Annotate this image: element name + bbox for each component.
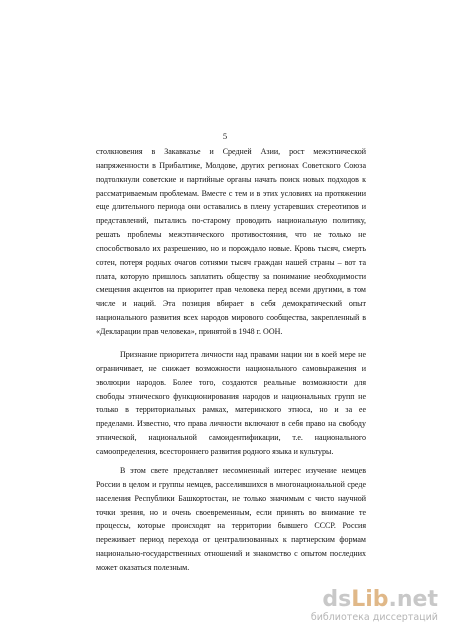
- paragraph-3: [96, 464, 366, 575]
- dslib-logo: [322, 588, 438, 612]
- paragraph-2: [96, 348, 366, 459]
- logo-text-lib: Lib: [351, 587, 389, 612]
- logo-text-ds: ds: [322, 587, 352, 612]
- logo-text-net: .net: [388, 587, 438, 612]
- text-line: способствовало их разрешению, но и порождало новые. Кровь тысяч, смерть: [96, 243, 366, 253]
- text-line: подтолкнули советские и партийные органы начать поиск новых подходов к: [96, 174, 366, 184]
- text-line: представлений, пытались по-старому проводить национальную политику,: [96, 216, 366, 226]
- watermark: [304, 588, 438, 624]
- text-line: ограничивает, не снижает возможности национального самовыражения и: [96, 363, 366, 373]
- text-line: национально-государственных отношений и знакомство с опытом последних: [96, 549, 366, 559]
- text-line: населения Республики Башкортостан, не только значимым с чисто научной: [96, 493, 366, 503]
- text-line: этнической, национальной самоидентификации, т.е. национального: [96, 433, 366, 443]
- text-line: напряженности в Прибалтике, Молдове, других регионах Советского Союза: [96, 160, 366, 170]
- page-number: 5: [222, 131, 228, 141]
- text-line: России в целом и группы немцев, расселившихся в многонациональной среде: [96, 479, 366, 489]
- paragraph-1: [96, 145, 366, 339]
- text-line: числе и наций. Эта позиция вбирает в себя демократический опыт: [96, 299, 366, 309]
- text-line: процессы, которые происходят на территории бывшего СССР. Россия: [96, 521, 366, 531]
- text-line: «Декларации прав человека», принятой в 1948 г. ООН.: [96, 326, 283, 336]
- text-line: столкновения в Закавказье и Средней Азии, рост межэтнической: [96, 147, 366, 156]
- text-line: Признание приоритета личности над правами нации ни в коей мере не: [120, 350, 366, 359]
- text-line: точки зрения, но и очень своевременным, если принять во внимание те: [96, 507, 366, 517]
- watermark-subtitle: библиотека диссертаций: [310, 612, 438, 623]
- text-line: сотен, потеря родных очагов сотнями тысяч граждан нашей страны – вот та: [96, 257, 366, 267]
- text-line: плата, которую пришлось заплатить обществу за понимание необходимости: [96, 271, 366, 281]
- text-line: еще длительного периода они оставались в плену устаревших стереотипов и: [96, 202, 366, 212]
- text-line: национального развития всех народов мирового сообщества, закрепленный в: [96, 313, 366, 323]
- text-line: рассматриваемым проблемам. Вместе с тем и в этих условиях на протяжении: [96, 188, 366, 198]
- text-line: пределами. Известно, что права личности включают в себя право на свободу: [96, 419, 366, 429]
- text-line: смещения акцентов на приоритет прав человека перед всеми другими, в том: [96, 285, 366, 295]
- text-line: В этом свете представляет несомненный интерес изучение немцев: [120, 466, 366, 475]
- text-line: свободы этнического функционирования народов и национальных групп не: [96, 391, 366, 401]
- text-line: только в территориальных рамках, материнского этноса, но и за ее: [96, 405, 366, 415]
- text-line: может оказаться полезным.: [96, 562, 190, 572]
- text-line: решать проблемы межэтнического противостояния, что не только не: [96, 230, 366, 240]
- text-line: самоопределения, всестороннего развития родного языка и культуры.: [96, 446, 334, 456]
- text-line: переживает период перехода от централизованных к партнерским формам: [96, 535, 366, 545]
- text-line: эволюции народов. Более того, создаются реальные возможности для: [96, 377, 366, 387]
